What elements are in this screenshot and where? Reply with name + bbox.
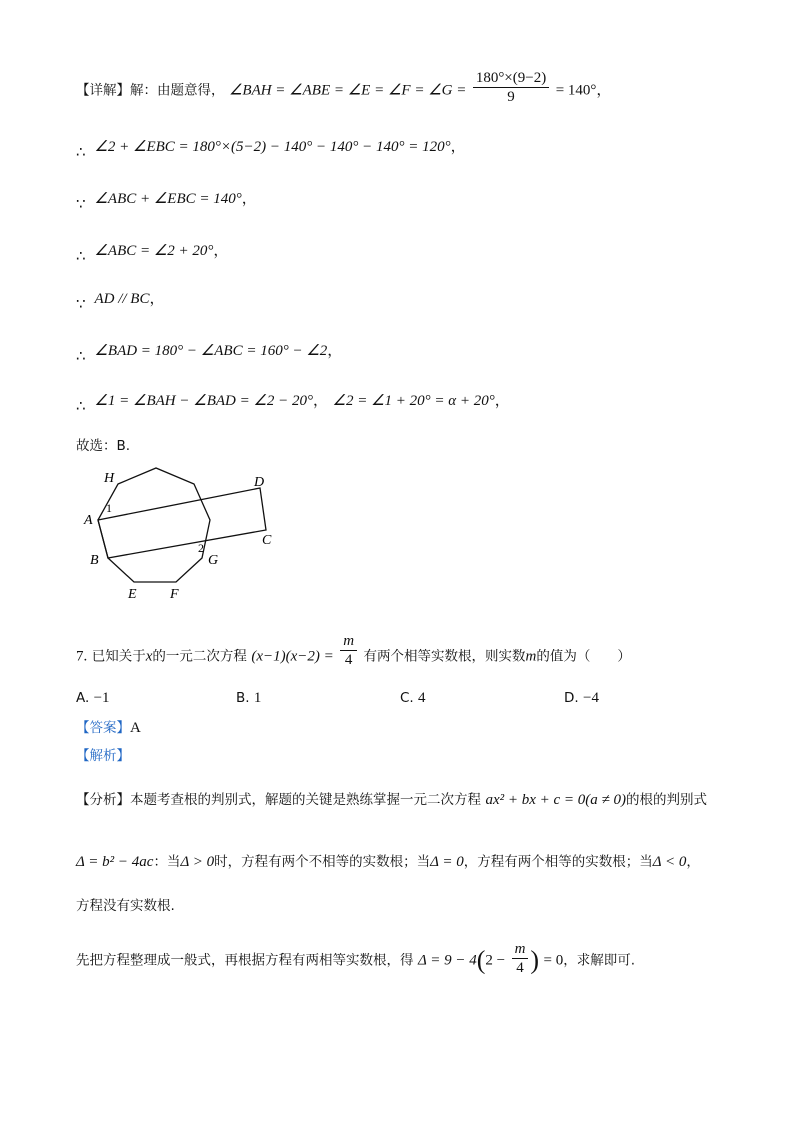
label-F: F [170,587,179,600]
question-number: 7. [76,648,88,665]
option-b [236,690,261,707]
analysis-line-1 [76,790,707,810]
equation: ∠2 + ∠EBC = 180°×(5−2) − 140° − 140° − 140° = 120° [94,139,451,155]
analysis-tag: 【解析】 [76,748,130,764]
because-symbol: ∵ [76,295,86,313]
punct: ， [494,393,510,409]
angle-result: = 140°， [555,82,612,99]
label-E: E [128,587,137,600]
nonagon-shape [98,468,210,582]
var-x: x [145,648,153,665]
label-1: 1 [106,501,112,515]
solution-line-2 [76,136,466,161]
solution-line-1 [76,72,611,109]
punct: ， [327,343,343,359]
m-over-4 [512,940,529,977]
detail-tag: 【详解】 [76,82,130,99]
analysis-text: ，求解即可. [563,952,636,969]
answer-tag: 【答案】 [76,720,130,736]
solution-line-6 [76,340,343,365]
option-a [76,690,110,707]
question-7 [76,633,631,675]
therefore-symbol: ∴ [76,397,86,415]
option-value: −1 [93,690,110,706]
inner-expression: 2 − [485,952,506,969]
general-equation: ax² + bx + c = 0(a ≠ 0) [485,792,627,808]
analysis-line-3: 方程没有实数根. [76,898,175,914]
paren-right: ) [530,945,540,975]
label-B: B [90,553,99,568]
answer-line [76,718,141,738]
label-C: C [262,533,272,548]
fraction-numerator: 180°×(9−2) [473,69,549,88]
choice-conclusion: 故选：B. [76,438,131,454]
fraction-denominator: 4 [344,652,353,668]
equation: AD // BC [94,291,150,307]
analysis-text: 的根的判别式 [626,792,708,808]
var-m: m [525,648,537,665]
fraction-numerator: m [512,940,529,959]
therefore-symbol: ∴ [76,347,86,365]
analysis-text: 本题考查根的判别式，解题的关键是熟练掌握一元二次方程 [130,792,481,808]
label-D: D [254,475,265,490]
label-A: A [84,513,93,528]
punct: ， [213,243,229,259]
option-d [564,690,599,707]
angle-equation: ∠BAH = ∠ABE = ∠E = ∠F = ∠G = [228,82,467,99]
analysis-text: ，方程有两个相等的实数根；当 [463,854,653,870]
discriminant-formula: Δ = b² − 4ac [76,854,154,870]
case-positive: Δ > 0 [180,854,215,870]
equation: ∠1 = ∠BAH − ∠BAD = ∠2 − 20° [94,393,314,409]
option-value: 4 [418,690,426,706]
question-text: 的值为（ ） [536,648,631,665]
equation: ∠ABC + ∠EBC = 140° [94,191,242,207]
question-text: 已知关于 [91,648,146,665]
option-label: B. [236,690,250,706]
option-label: D. [564,690,579,706]
analysis-text: 时，方程有两个不相等的实数根；当 [214,854,431,870]
therefore-symbol: ∴ [76,143,86,161]
option-label: C. [400,690,414,706]
solution-line-5 [76,288,165,313]
fraction-numerator: m [340,632,357,651]
punct: ， [241,191,257,207]
case-negative: Δ < 0 [652,854,687,870]
label-G: G [208,553,219,568]
analysis-text: ， [686,854,700,870]
solution-line-4 [76,240,229,265]
solution-line-7 [76,390,510,415]
label-H: H [104,471,115,486]
analysis-text: 先把方程整理成一般式，再根据方程有两相等实数根，得 [76,952,414,969]
angle-fraction [473,69,549,106]
fraction-denominator: 9 [507,89,515,105]
question-text: 有两个相等实数根，则实数 [363,648,526,665]
label-2: 2 [198,541,204,555]
equation: ∠BAD = 180° − ∠ABC = 160° − ∠2 [94,343,328,359]
fenxi-tag: 【分析】 [76,792,130,808]
equation-lhs: (x−1)(x−2) = [251,648,334,665]
answer-value: A [130,720,141,736]
option-c [400,690,426,707]
equals-zero: = 0 [543,952,564,969]
case-zero: Δ = 0 [430,854,464,870]
punct: ， [149,291,165,307]
analysis-line-4 [76,942,635,979]
fraction-denominator: 4 [516,960,524,976]
option-value: 1 [253,690,262,706]
paren-left: ( [476,945,486,975]
discriminant-expression: Δ = 9 − 4 [417,952,477,969]
nonagon-figure [78,460,288,600]
punct: ， [450,139,466,155]
analysis-text: ：当 [153,854,181,870]
equation: ∠ABC = ∠2 + 20° [94,243,214,259]
because-symbol: ∵ [76,195,86,213]
solution-line-3 [76,188,257,213]
m-over-4 [340,632,357,669]
equation-2: ∠2 = ∠1 + 20° = α + 20° [332,393,495,409]
solution-intro: 解：由题意得， [130,82,225,99]
therefore-symbol: ∴ [76,247,86,265]
option-label: A. [76,690,90,706]
question-text: 的一元二次方程 [152,648,247,665]
option-value: −4 [582,690,599,706]
punct: ， [313,393,329,409]
parallelogram-shape [98,488,266,558]
analysis-line-2 [76,852,700,872]
